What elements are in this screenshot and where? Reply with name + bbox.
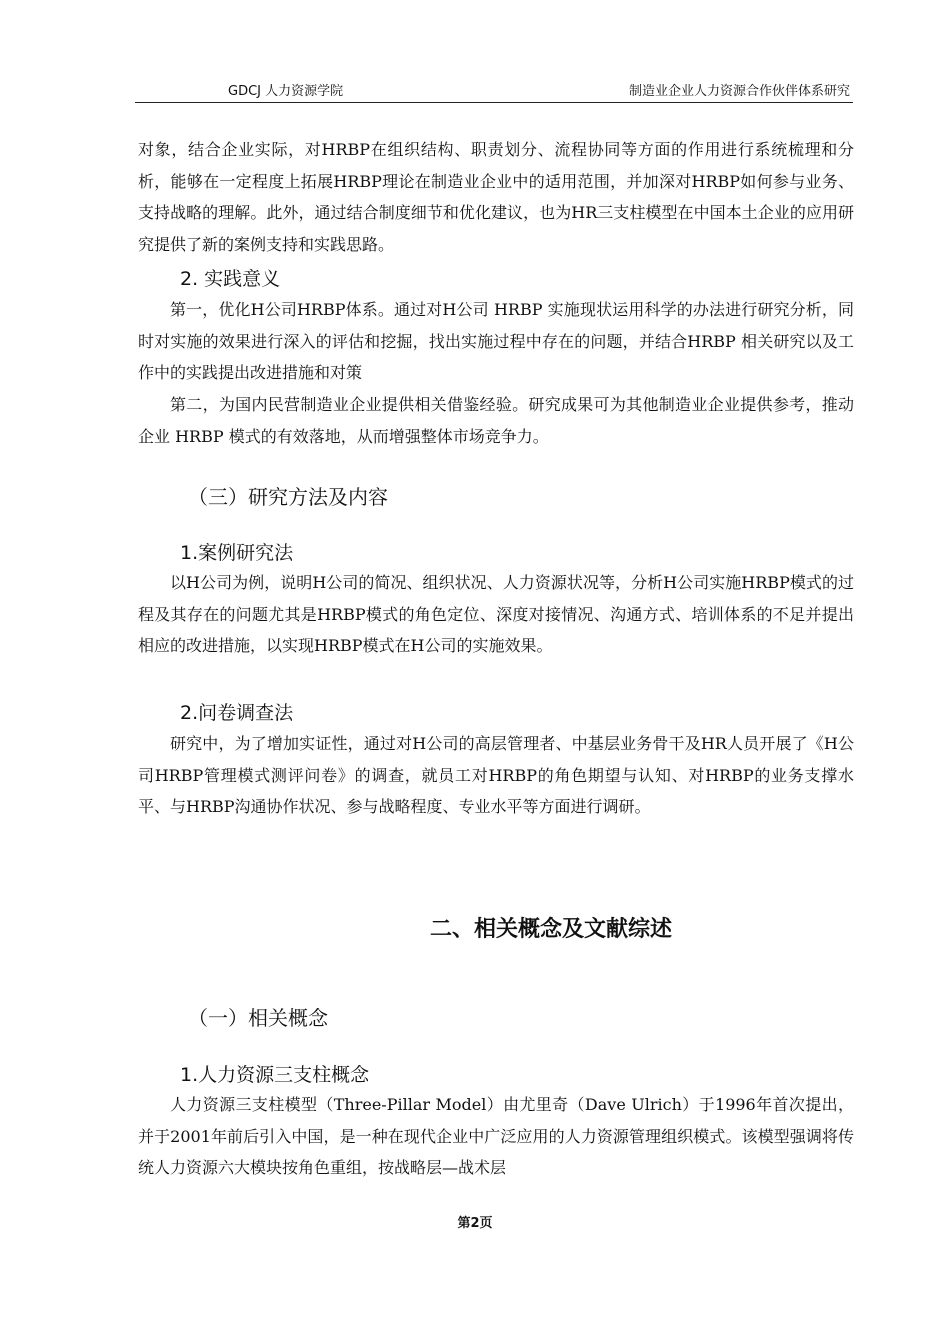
header-divider: [135, 102, 853, 103]
header-left-label: GDCJ 人力资源学院: [228, 84, 344, 99]
heading-case-study: 1.案例研究法: [180, 542, 294, 564]
paragraph-survey: 研究中，为了增加实证性，通过对H公司的高层管理者、中基层业务骨干及HR人员开展了《H公司HRBP管理模式测评问卷》的调查，就员工对HRBP的角色期望与认知、对HRBP的业务支撑水平、与HRBP沟通协作状况、参与战略程度、专业水平等方面进行调研。: [138, 734, 854, 816]
paragraph-intro: 对象，结合企业实际，对HRBP在组织结构、职责划分、流程协同等方面的作用进行系统梳理和分析，能够在一定程度上拓展HRBP理论在制造业企业中的适用范围，并加深对HRBP如何参与业务、支持战略的理解。此外，通过结合制度细节和优化建议，也为HR三支柱模型在中国本土企业的应用研究提供了新的案例支持和实践思路。: [138, 140, 854, 254]
heading-research-methods: （三）研究方法及内容: [188, 485, 388, 509]
heading-survey: 2.问卷调查法: [180, 702, 294, 724]
heading-practice-significance: 2. 实践意义: [180, 268, 281, 290]
header-right-title: 制造业企业人力资源合作伙伴体系研究: [628, 84, 850, 99]
paragraph-first: 第一，优化H公司HRBP体系。通过对H公司 HRBP 实施现状运用科学的办法进行研究分析，同时对实施的效果进行深入的评估和挖掘，找出实施过程中存在的问题，并结合HRBP 相关研究以及工作中的实践提出改进措施和对策: [138, 300, 854, 382]
heading-related-concepts: （一）相关概念: [188, 1006, 328, 1030]
heading-three-pillar: 1.人力资源三支柱概念: [180, 1064, 370, 1086]
paragraph-three-pillar: 人力资源三支柱模型（Three-Pillar Model）由尤里奇（Dave Ulrich）于1996年首次提出，并于2001年前后引入中国，是一种在现代企业中广泛应用的人力资源管理组织模式。该模型强调将传统人力资源六大模块按角色重组，按战略层—战术层: [138, 1095, 854, 1177]
paragraph-case-study: 以H公司为例，说明H公司的简况、组织状况、人力资源状况等，分析H公司实施HRBP模式的过程及其存在的问题尤其是HRBP模式的角色定位、深度对接情况、沟通方式、培训体系的不足并提出相应的改进措施，以实现HRBP模式在H公司的实施效果。: [138, 573, 854, 655]
paragraph-second: 第二，为国内民营制造业企业提供相关借鉴经验。研究成果可为其他制造业企业提供参考，推动企业 HRBP 模式的有效落地，从而增强整体市场竞争力。: [138, 395, 854, 446]
chapter-title: 二、相关概念及文献综述: [429, 917, 672, 942]
page-number: 第2页: [457, 1216, 493, 1231]
